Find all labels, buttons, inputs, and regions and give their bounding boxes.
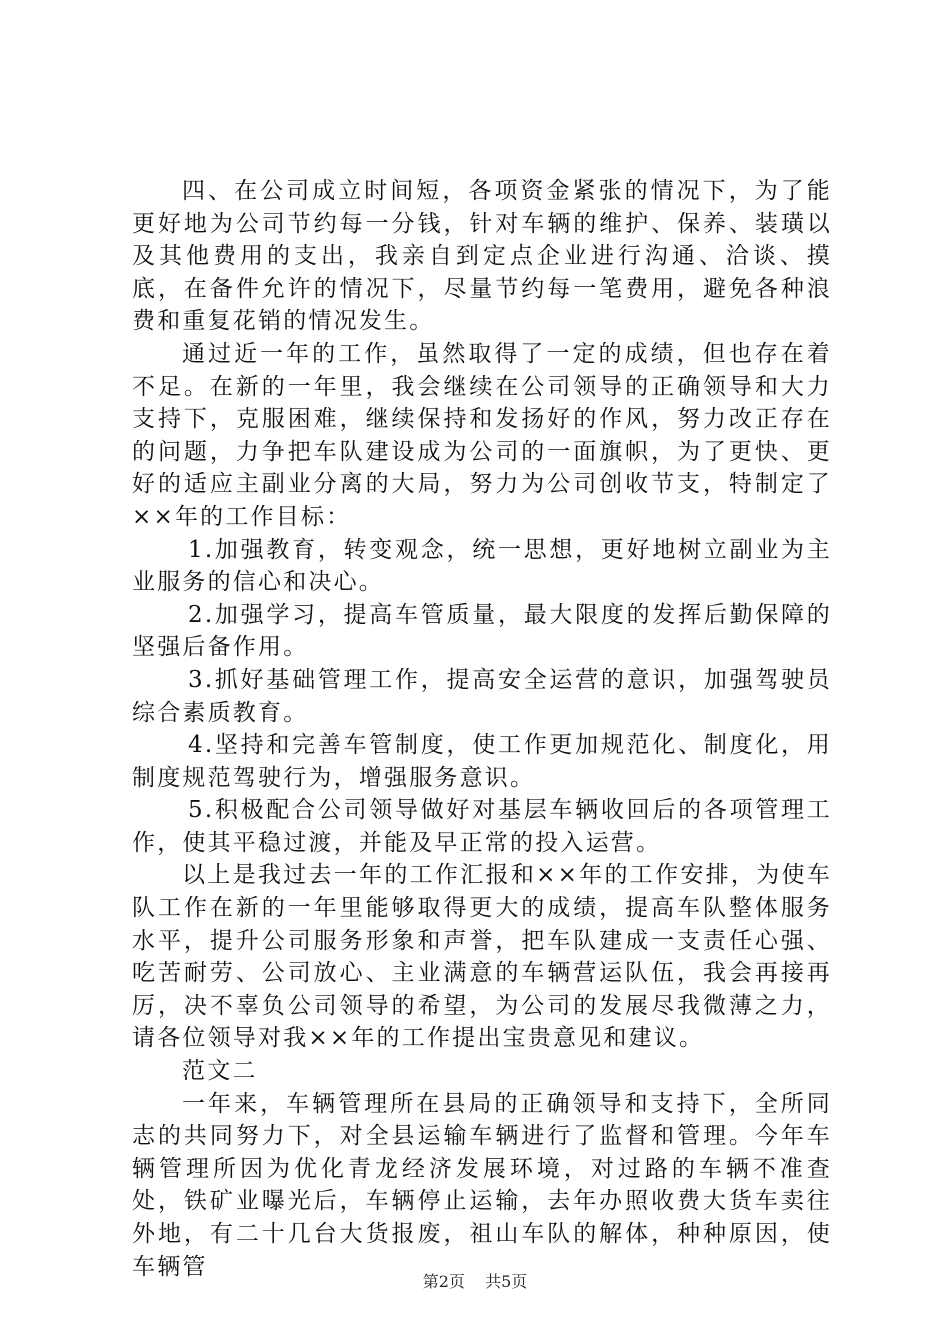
paragraph-cost-saving: 四、在公司成立时间短，各项资金紧张的情况下，为了能更好地为公司节约每一分钱，针对车辆的维护、保养、装璜以及其他费用的支出，我亲自到定点企业进行沟通、洽谈、摸底，在备件允许的情况下，尽量节约每一笔费用，避免各种浪费和重复花销的情况发生。 xyxy=(132,178,832,335)
document-body xyxy=(132,175,832,1283)
paragraph-conclusion: 以上是我过去一年的工作汇报和××年的工作安排，为使车队工作在新的一年里能够取得更大的成绩，提高车队整体服务水平，提升公司服务形象和声誉，把车队建成一支责任心强、吃苦耐劳、公司放心、主业满意的车辆营运队伍，我会再接再厉，决不辜负公司领导的希望，为公司的发展尽我微薄之力，请各位领导对我××年的工作提出宝贵意见和建议。 xyxy=(132,862,832,1052)
page-number: 第2页 xyxy=(422,1272,465,1291)
goal-item-2: 2.加强学习，提高车管质量，最大限度的发挥后勤保障的坚强后备作用。 xyxy=(132,601,832,661)
goal-item-1: 1.加强教育，转变观念，统一思想，更好地树立副业为主业服务的信心和决心。 xyxy=(132,536,832,596)
goal-item-5: 5.积极配合公司领导做好对基层车辆收回后的各项管理工作，使其平稳过渡，并能及早正常的投入运营。 xyxy=(132,797,832,856)
goal-item-3: 3.抓好基础管理工作，提高安全运营的意识，加强驾驶员综合素质教育。 xyxy=(132,666,832,726)
paragraph-vehicle-management: 一年来，车辆管理所在县局的正确领导和支持下，全所同志的共同努力下，对全县运输车辆进行了监督和管理。今年车辆管理所因为优化青龙经济发展环境，对过路的车辆不准查处，铁矿业曝光后，车辆停止运输，去年办照收费大货车卖往外地，有二十几台大货报废，祖山车队的解体，种种原因，使车辆管 xyxy=(132,1090,832,1280)
paragraph-summary-goals: 通过近一年的工作，虽然取得了一定的成绩，但也存在着不足。在新的一年里，我会继续在公司领导的正确领导和大力支持下，克服困难，继续保持和发扬好的作风，努力改正存在的问题，力争把车队建设成为公司的一面旗帜，为了更快、更好的适应主副业分离的大局，努力为公司创收节支，特制定了××年的工作目标： xyxy=(132,340,832,530)
goal-item-4: 4.坚持和完善车管制度，使工作更加规范化、制度化，用制度规范驾驶行为，增强服务意识。 xyxy=(132,732,832,791)
section-heading-sample-two: 范文二 xyxy=(182,1058,258,1085)
page-total: 共5页 xyxy=(485,1272,528,1291)
page-footer xyxy=(0,1272,950,1292)
